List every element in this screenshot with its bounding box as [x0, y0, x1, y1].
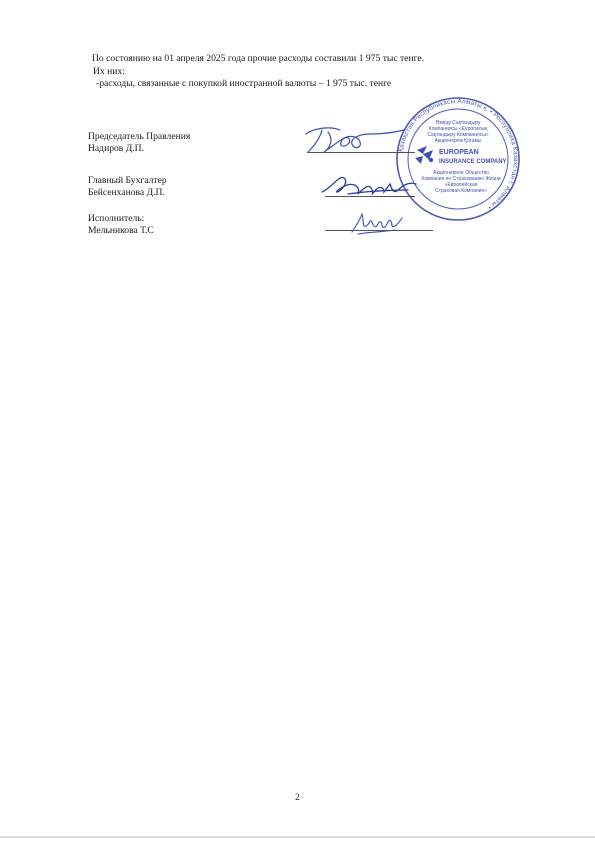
- page-number: 2: [295, 793, 300, 803]
- svg-text:Қазақстан Республикасы Алматы: Қазақстан Республикасы Алматы қ. • Республика Казахстан г. Алматы •: [397, 97, 520, 211]
- svg-text:«Европейская: «Европейская: [444, 182, 478, 188]
- signer-executor: [88, 213, 154, 236]
- svg-text:Компания по Страхованию Жизни: Компания по Страхованию Жизни: [421, 176, 501, 182]
- company-seal: [393, 94, 523, 224]
- svg-text:INSURANCE COMPANY: INSURANCE COMPANY: [439, 159, 507, 165]
- svg-text:Акционерное Общество: Акционерное Общество: [433, 170, 489, 176]
- svg-text:Страховая Компания»: Страховая Компания»: [435, 188, 487, 194]
- expense-total-line: По состоянию на 01 апреля 2025 года прочие расходы составили 1 975 тыс тенге.: [92, 53, 425, 64]
- svg-text:Өмірді Сақтандыру: Өмірді Сақтандыру: [435, 120, 481, 126]
- expense-breakdown-item: -расходы, связанные с покупкой иностранной валюты – 1 975 тыс. тенге: [96, 78, 392, 89]
- signer-role: Председатель Правления: [88, 131, 191, 142]
- signer-chairman: [88, 131, 190, 154]
- signer-name: Бейсенханова Д.П.: [88, 186, 165, 198]
- svg-text:Акционерлік Қоғамы: Акционерлік Қоғамы: [434, 138, 482, 144]
- signer-chief-accountant: [88, 175, 167, 198]
- signer-name: Надиров Д.П.: [88, 142, 144, 154]
- expense-note: [92, 53, 424, 91]
- signer-name: Мельникова Т.С: [88, 224, 154, 236]
- signer-role: Исполнитель:: [88, 213, 145, 224]
- svg-text:Компаниясы «Еуропалық: Компаниясы «Еуропалық: [428, 126, 488, 132]
- page-bottom-edge: [0, 836, 595, 838]
- signer-role: Главный Бухгалтер: [88, 175, 167, 186]
- expense-breakdown-heading: Их них:: [93, 65, 125, 77]
- svg-text:Сақтандыру Компаниясы»: Сақтандыру Компаниясы»: [427, 132, 489, 138]
- svg-text:EUROPEAN: EUROPEAN: [439, 149, 479, 156]
